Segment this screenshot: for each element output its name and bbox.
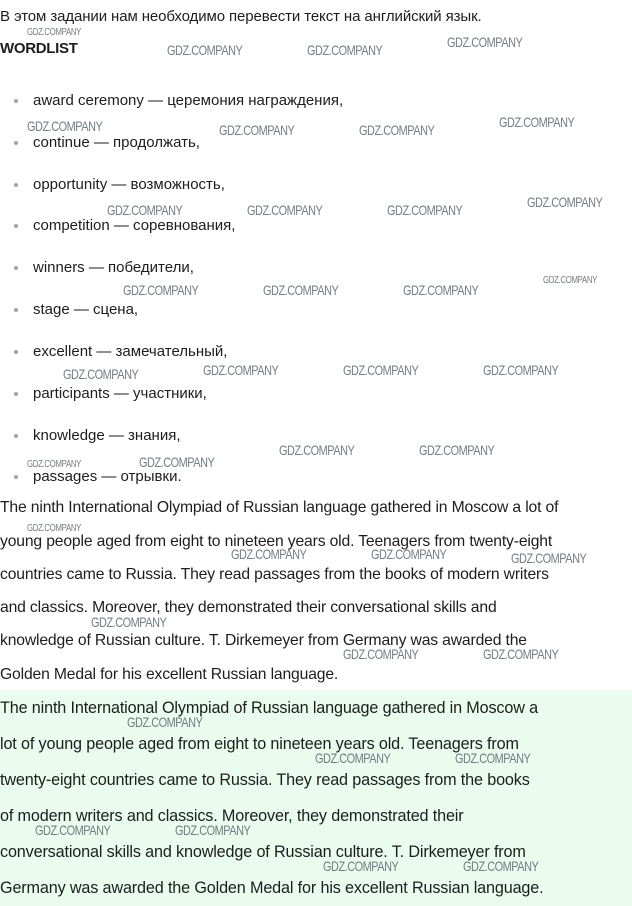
watermark: GDZ.COMPANY bbox=[455, 750, 531, 766]
watermark: GDZ.COMPANY bbox=[403, 282, 479, 298]
wordlist-entry: stage — сцена, bbox=[33, 301, 139, 318]
wordlist-entry: opportunity — возможность, bbox=[33, 176, 225, 193]
bullet-icon bbox=[14, 266, 18, 270]
watermark: GDZ.COMPANY bbox=[483, 362, 559, 378]
task-text-line: Golden Medal for his excellent Russian language. bbox=[0, 666, 339, 683]
watermark: GDZ.COMPANY bbox=[27, 27, 82, 38]
bullet-icon bbox=[14, 224, 18, 228]
task-text-line: and classics. Moreover, they demonstrated their conversational skills and bbox=[0, 599, 497, 616]
watermark: GDZ.COMPANY bbox=[527, 194, 603, 210]
watermark: GDZ.COMPANY bbox=[247, 202, 323, 218]
watermark: GDZ.COMPANY bbox=[203, 362, 279, 378]
bullet-icon bbox=[14, 141, 18, 145]
watermark: GDZ.COMPANY bbox=[419, 442, 495, 458]
bullet-icon bbox=[14, 392, 18, 396]
watermark: GDZ.COMPANY bbox=[27, 118, 103, 134]
intro-text: В этом задании нам необходимо перевести текст на английский язык. bbox=[0, 8, 482, 25]
watermark: GDZ.COMPANY bbox=[315, 750, 391, 766]
watermark: GDZ.COMPANY bbox=[499, 114, 575, 130]
task-text-line: countries came to Russia. They read passages from the books of modern writers bbox=[0, 566, 549, 583]
watermark: GDZ.COMPANY bbox=[371, 546, 447, 562]
bullet-icon bbox=[14, 434, 18, 438]
watermark: GDZ.COMPANY bbox=[387, 202, 463, 218]
watermark: GDZ.COMPANY bbox=[279, 442, 355, 458]
bullet-icon bbox=[14, 308, 18, 312]
watermark: GDZ.COMPANY bbox=[175, 822, 251, 838]
watermark: GDZ.COMPANY bbox=[343, 646, 419, 662]
wordlist-title: WORDLIST bbox=[0, 40, 78, 57]
watermark: GDZ.COMPANY bbox=[91, 614, 167, 630]
answer-text-line: twenty-eight countries came to Russia. They read passages from the books bbox=[0, 771, 530, 789]
answer-text-line: Germany was awarded the Golden Medal for his excellent Russian language. bbox=[0, 879, 544, 897]
watermark: GDZ.COMPANY bbox=[139, 454, 215, 470]
watermark: GDZ.COMPANY bbox=[447, 34, 523, 50]
watermark: GDZ.COMPANY bbox=[27, 523, 82, 534]
watermark: GDZ.COMPANY bbox=[263, 282, 339, 298]
task-text-line: young people aged from eight to nineteen years old. Teenagers from twenty-eight bbox=[0, 533, 553, 550]
watermark: GDZ.COMPANY bbox=[343, 362, 419, 378]
watermark: GDZ.COMPANY bbox=[231, 546, 307, 562]
watermark: GDZ.COMPANY bbox=[219, 122, 295, 138]
answer-text-line: conversational skills and knowledge of Russian culture. T. Dirkemeyer from bbox=[0, 843, 526, 861]
watermark: GDZ.COMPANY bbox=[127, 714, 203, 730]
bullet-icon bbox=[14, 350, 18, 354]
bullet-icon bbox=[14, 475, 18, 479]
wordlist-entry: award ceremony — церемония награждения, bbox=[33, 92, 344, 109]
watermark: GDZ.COMPANY bbox=[543, 275, 598, 286]
wordlist-entry: winners — победители, bbox=[33, 259, 194, 276]
watermark: GDZ.COMPANY bbox=[359, 122, 435, 138]
wordlist-entry: participants — участники, bbox=[33, 385, 207, 402]
wordlist-entry: continue — продолжать, bbox=[33, 134, 200, 151]
answer-text-line: The ninth International Olympiad of Russian language gathered in Moscow a bbox=[0, 699, 538, 717]
bullet-icon bbox=[14, 183, 18, 187]
watermark: GDZ.COMPANY bbox=[63, 366, 139, 382]
task-text-line: knowledge of Russian culture. T. Dirkemeyer from Germany was awarded the bbox=[0, 632, 527, 649]
watermark: GDZ.COMPANY bbox=[323, 858, 399, 874]
watermark: GDZ.COMPANY bbox=[27, 459, 82, 470]
watermark: GDZ.COMPANY bbox=[511, 550, 587, 566]
watermark: GDZ.COMPANY bbox=[107, 202, 183, 218]
watermark: GDZ.COMPANY bbox=[463, 858, 539, 874]
watermark: GDZ.COMPANY bbox=[167, 42, 243, 58]
bullet-icon bbox=[14, 99, 18, 103]
wordlist-entry: excellent — замечательный, bbox=[33, 343, 228, 360]
wordlist-entry: knowledge — знания, bbox=[33, 427, 181, 444]
task-text-line: The ninth International Olympiad of Russian language gathered in Moscow a lot of bbox=[0, 499, 559, 516]
watermark: GDZ.COMPANY bbox=[123, 282, 199, 298]
wordlist-entry: competition — соревнования, bbox=[33, 217, 236, 234]
answer-text-line: of modern writers and classics. Moreover, they demonstrated their bbox=[0, 807, 464, 825]
watermark: GDZ.COMPANY bbox=[483, 646, 559, 662]
wordlist-entry: passages — отрывки. bbox=[33, 468, 182, 485]
watermark: GDZ.COMPANY bbox=[35, 822, 111, 838]
watermark: GDZ.COMPANY bbox=[307, 42, 383, 58]
answer-text-line: lot of young people aged from eight to nineteen years old. Teenagers from bbox=[0, 735, 519, 753]
